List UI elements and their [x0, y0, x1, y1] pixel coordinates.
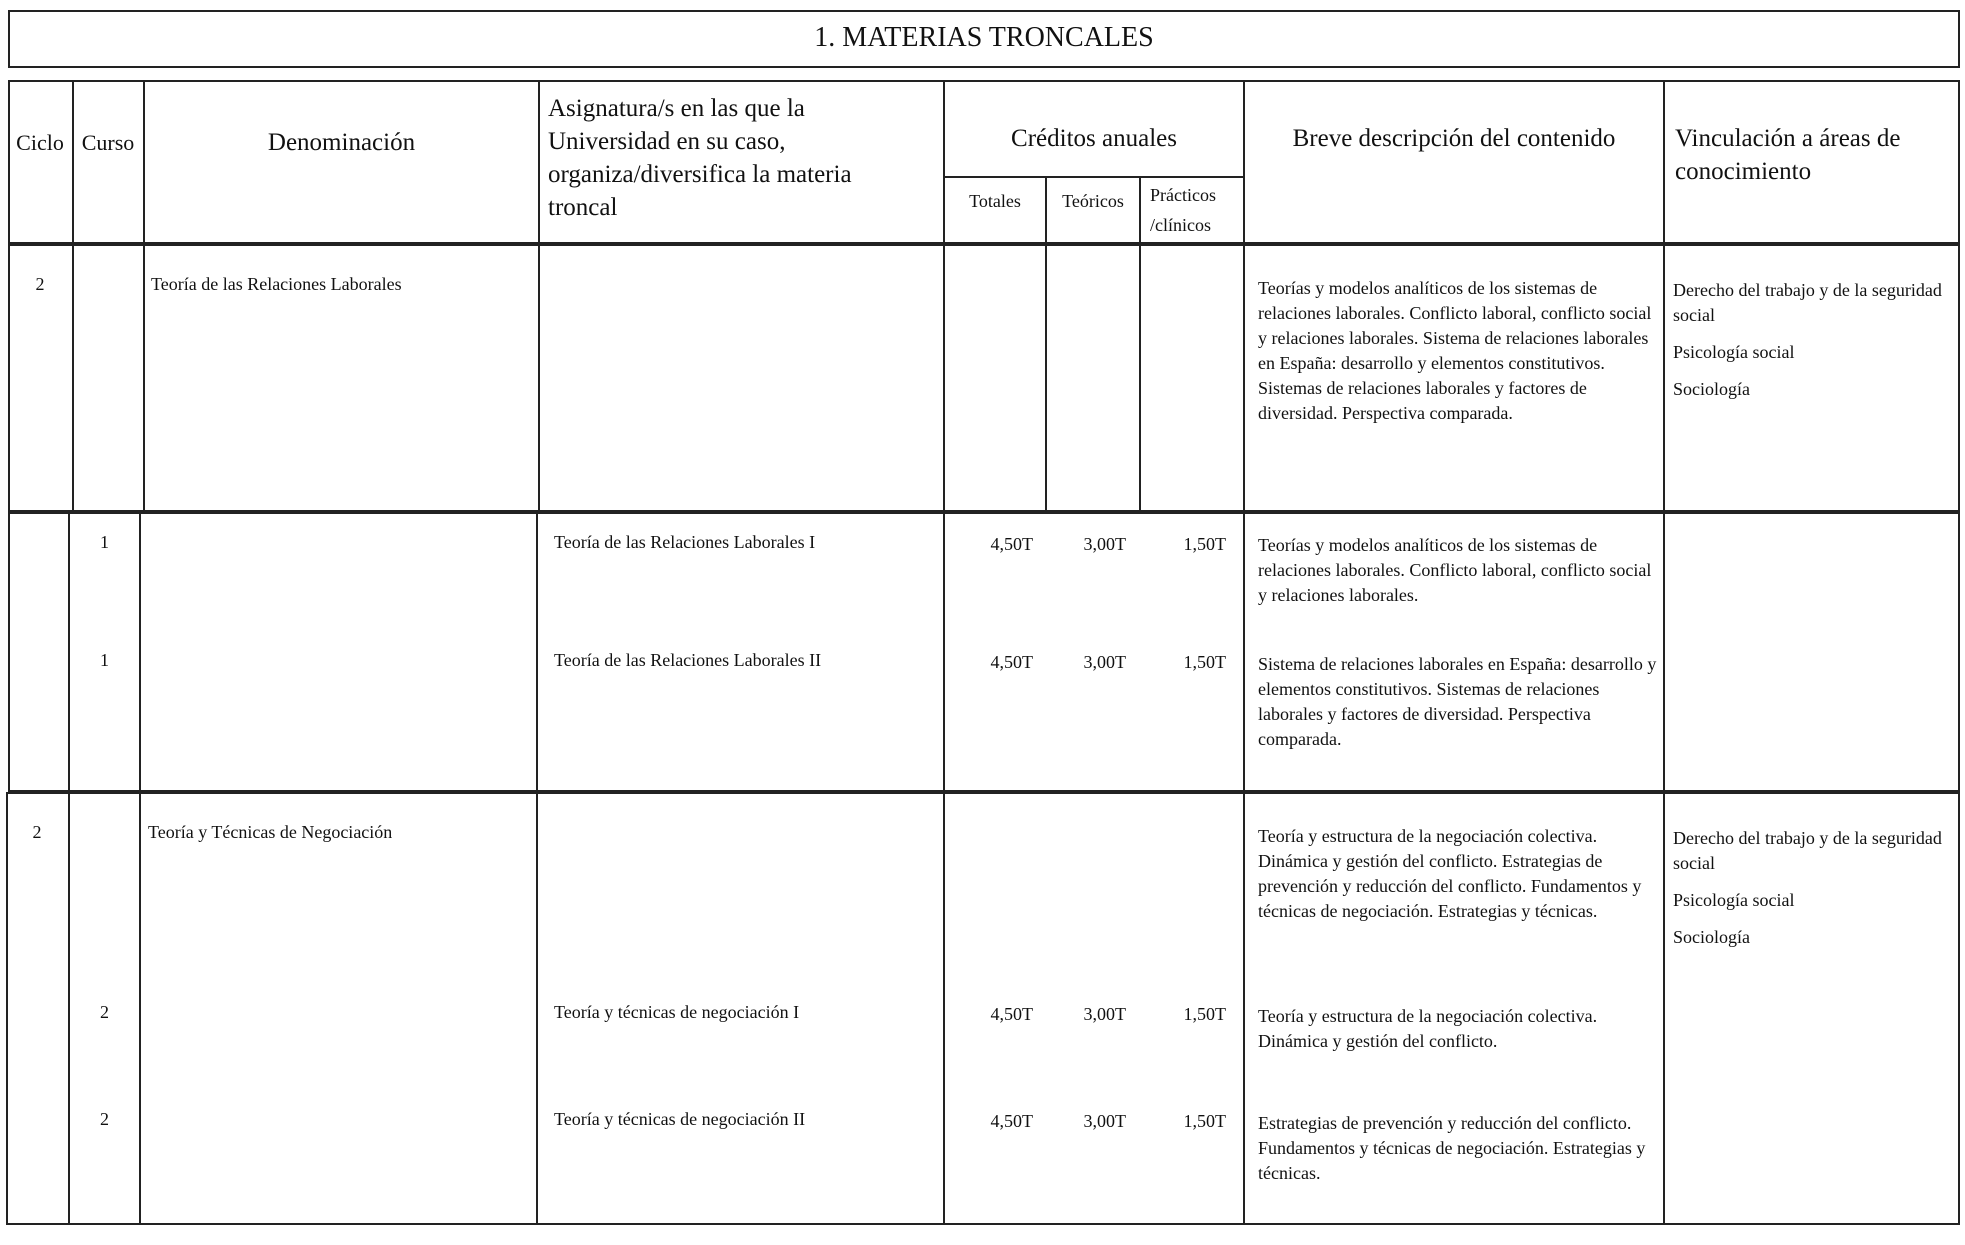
- curso-value: 2: [100, 1109, 109, 1129]
- practicos-value: 1,50T: [1183, 1004, 1226, 1024]
- header-vinculacion: Vinculación a áreas de conocimiento: [1675, 125, 1901, 185]
- totales-value: 4,50T: [990, 652, 1033, 672]
- teoricos-value: 3,00T: [1083, 1004, 1126, 1024]
- row-divider: [1139, 244, 1141, 512]
- header-divider: [538, 80, 540, 244]
- areas-list: [1673, 278, 1943, 414]
- table-header: [8, 80, 1960, 244]
- practicos-value: 1,50T: [1183, 1111, 1226, 1131]
- teoricos-value: 3,00T: [1083, 1111, 1126, 1131]
- row-divider: [943, 792, 945, 1225]
- areas-list: [1673, 826, 1943, 962]
- header-divider: [1243, 80, 1245, 244]
- row-divider: [536, 512, 538, 792]
- row-divider: [943, 512, 945, 792]
- area-item: Psicología social: [1673, 342, 1795, 362]
- denominacion-value: Teoría y Técnicas de Negociación: [148, 822, 393, 842]
- header-ciclo: Ciclo: [16, 130, 64, 155]
- row-divider: [139, 512, 141, 792]
- page-title: 1. MATERIAS TRONCALES: [814, 22, 1154, 53]
- header-creditos: Créditos anuales: [1011, 125, 1177, 152]
- row-divider: [943, 244, 945, 512]
- row-divider: [139, 792, 141, 1225]
- area-item: Psicología social: [1673, 890, 1795, 910]
- asignatura-name: Teoría y técnicas de negociación I: [554, 1002, 800, 1022]
- header-divider: [943, 80, 945, 244]
- descripcion-value: Teoría y estructura de la negociación colectiva. Dinámica y gestión del conflicto. Estrategias de prevención y reducción del conflicto. Fundamentos y técnicas de negociación. Estrategias y técnicas.: [1258, 826, 1642, 921]
- header-divider: [143, 80, 145, 244]
- header-practicos: Prácticos /clínicos: [1150, 185, 1216, 235]
- row-divider: [1663, 244, 1665, 512]
- area-item: Derecho del trabajo y de la seguridad social: [1673, 280, 1942, 325]
- header-divider: [1139, 176, 1141, 244]
- header-asignatura: Asignatura/s en las que la Universidad en su caso, organiza/diversifica la materia troncal: [548, 95, 852, 221]
- header-divider: [1663, 80, 1665, 244]
- teoricos-value: 3,00T: [1083, 652, 1126, 672]
- practicos-value: 1,50T: [1183, 534, 1226, 554]
- header-teoricos: Teóricos: [1062, 191, 1124, 211]
- header-divider: [72, 80, 74, 244]
- curso-value: 1: [100, 532, 109, 552]
- practicos-value: 1,50T: [1183, 652, 1226, 672]
- teoricos-value: 3,00T: [1083, 534, 1126, 554]
- totales-value: 4,50T: [990, 1004, 1033, 1024]
- row-divider: [1045, 244, 1047, 512]
- asignatura-descripcion: Sistema de relaciones laborales en España: desarrollo y elementos constitutivos. Sistemas de relaciones laborales y factores de diversidad. Perspectiva comparada.: [1258, 654, 1657, 749]
- area-item: Sociología: [1673, 379, 1750, 399]
- ciclo-value: 2: [32, 822, 42, 842]
- credits-subheader-divider: [943, 176, 1243, 178]
- area-item: Sociología: [1673, 927, 1750, 947]
- row-divider: [72, 244, 74, 512]
- asignatura-name: Teoría y técnicas de negociación II: [554, 1109, 806, 1129]
- header-curso: Curso: [81, 130, 135, 155]
- row-divider: [1663, 792, 1665, 1225]
- area-item: Derecho del trabajo y de la seguridad social: [1673, 828, 1942, 873]
- asignatura-name: Teoría de las Relaciones Laborales II: [554, 650, 822, 670]
- header-denominacion: Denominación: [267, 129, 416, 156]
- row-divider: [538, 244, 540, 512]
- asignatura-descripcion: Estrategias de prevención y reducción del conflicto. Fundamentos y técnicas de negociación. Estrategias y técnicas.: [1258, 1113, 1646, 1183]
- header-breve: Breve descripción del contenido: [1292, 125, 1616, 152]
- curso-value: 2: [100, 1002, 109, 1022]
- header-totales: Totales: [969, 191, 1021, 211]
- row-divider: [1243, 244, 1245, 512]
- curso-value: 1: [100, 650, 109, 670]
- descripcion-value: Teorías y modelos analíticos de los sistemas de relaciones laborales. Conflicto laboral, conflicto social y relaciones laborales. Sistema de relaciones laborales en España: desarrollo y elementos constitutivos. Sistemas de relaciones laborales y factores de diversidad. Perspectiva comparada.: [1258, 278, 1652, 423]
- ciclo-value: 2: [35, 274, 45, 294]
- asignatura-descripcion: Teoría y estructura de la negociación colectiva. Dinámica y gestión del conflicto.: [1258, 1006, 1598, 1051]
- row-divider: [1243, 512, 1245, 792]
- asignatura-descripcion: Teorías y modelos analíticos de los sistemas de relaciones laborales. Conflicto laboral, conflicto social y relaciones laborales.: [1258, 535, 1652, 605]
- asignatura-name: Teoría de las Relaciones Laborales I: [554, 532, 816, 552]
- totales-value: 4,50T: [990, 1111, 1033, 1131]
- row-divider: [1243, 792, 1245, 1225]
- denominacion-value: Teoría de las Relaciones Laborales: [151, 274, 402, 294]
- totales-value: 4,50T: [990, 534, 1033, 554]
- row-divider: [1663, 512, 1665, 792]
- row-divider: [536, 792, 538, 1225]
- row-divider: [143, 244, 145, 512]
